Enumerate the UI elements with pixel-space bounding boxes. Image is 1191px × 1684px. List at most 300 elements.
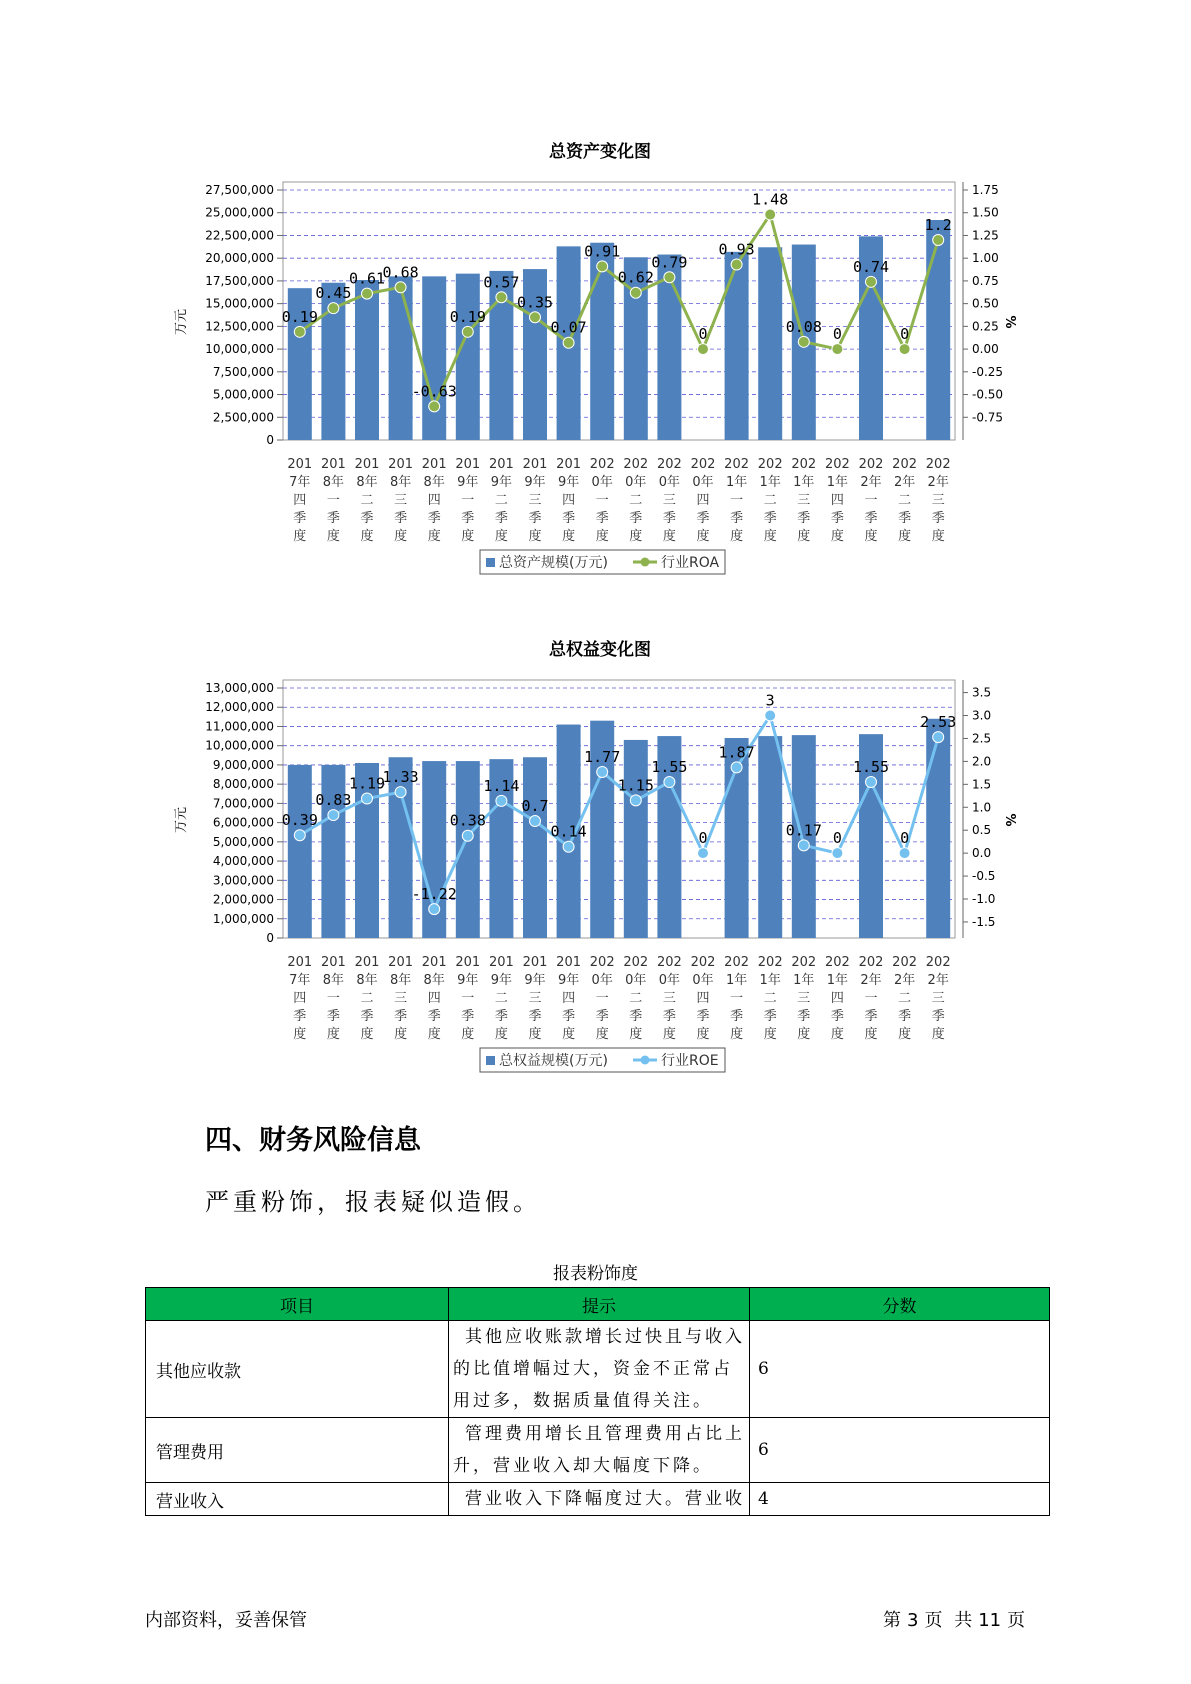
x-tick-line: 季 <box>797 1009 811 1024</box>
x-tick-line: 201 <box>320 457 346 472</box>
line-point <box>362 288 373 299</box>
x-tick-line: 度 <box>662 1027 676 1042</box>
x-tick-line: 季 <box>427 1009 441 1024</box>
x-tick-label <box>758 955 783 1042</box>
y-tick-label: 7,500,000 <box>212 364 274 379</box>
table-row <box>146 1418 1050 1483</box>
data-label: 0.57 <box>483 273 520 292</box>
x-tick-line: 2年 <box>860 973 882 988</box>
x-tick-label <box>825 955 850 1042</box>
x-tick-label <box>355 457 380 544</box>
table-row <box>146 1483 1050 1516</box>
header-item: 项目 <box>146 1288 449 1321</box>
x-tick-line: 度 <box>763 529 777 544</box>
line-point <box>294 830 305 841</box>
x-tick-line: 二 <box>494 493 508 508</box>
data-label: 2.53 <box>920 713 957 732</box>
y-tick-label: 0 <box>266 433 274 447</box>
data-label: 0 <box>900 829 910 848</box>
x-tick-line: 202 <box>690 955 716 970</box>
y-tick-label: 2,500,000 <box>212 410 274 425</box>
x-tick-line: 四 <box>427 991 441 1006</box>
data-label: 0.74 <box>852 257 890 276</box>
table-caption: 报表粉饰度 <box>553 1264 638 1284</box>
x-tick-line: 1年 <box>793 475 815 490</box>
x-tick-line: 202 <box>824 955 850 970</box>
header-score: 分数 <box>750 1288 1050 1321</box>
x-tick-line: 202 <box>724 955 750 970</box>
x-tick-line: 度 <box>763 1027 777 1042</box>
x-tick-label <box>355 955 380 1042</box>
cell-hint: 其他应收账款增长过快且与收入的比值增幅过大，资金不正常占用过多，数据质量值得关注。 <box>449 1321 750 1418</box>
x-tick-line: 201 <box>388 457 414 472</box>
line-point <box>630 795 641 806</box>
y2-tick-label: 0.00 <box>972 342 999 357</box>
data-label: 0.39 <box>281 811 318 830</box>
x-tick-line: 季 <box>293 1009 307 1024</box>
x-tick-line: 1年 <box>826 475 849 490</box>
data-label: -1.22 <box>411 885 457 904</box>
x-tick-line: 一 <box>461 991 475 1006</box>
x-tick-line: 202 <box>690 457 716 472</box>
x-tick-line: 9年 <box>490 475 513 490</box>
line-point <box>328 303 339 314</box>
x-tick-line: 季 <box>293 511 307 526</box>
line-point <box>530 816 541 827</box>
x-tick-line: 度 <box>662 529 676 544</box>
line-point <box>832 848 843 859</box>
x-tick-label <box>791 457 816 544</box>
x-tick-label <box>422 955 447 1042</box>
y-tick-label: 12,500,000 <box>205 319 274 334</box>
legend-line-label: 行业ROE <box>661 1053 719 1069</box>
x-tick-line: 度 <box>931 529 945 544</box>
x-tick-label <box>691 955 716 1042</box>
x-tick-label <box>859 955 884 1042</box>
data-label: 1.77 <box>584 747 621 766</box>
line-point <box>530 312 541 323</box>
x-tick-line: 201 <box>455 955 481 970</box>
x-tick-line: 201 <box>488 955 514 970</box>
x-tick-line: 2年 <box>893 475 916 490</box>
bar <box>523 757 547 938</box>
x-tick-line: 2年 <box>893 973 916 988</box>
x-tick-line: 202 <box>623 955 649 970</box>
x-tick-line: 季 <box>360 511 374 526</box>
x-tick-line: 季 <box>763 1009 777 1024</box>
x-tick-line: 201 <box>522 457 548 472</box>
x-tick-line: 二 <box>360 493 374 508</box>
bar <box>758 736 782 938</box>
legend-bar-swatch <box>486 1056 495 1065</box>
x-tick-line: 季 <box>931 511 945 526</box>
line-point <box>328 810 339 821</box>
x-tick-line: 度 <box>595 1027 609 1042</box>
x-tick-line: 季 <box>662 1009 676 1024</box>
y2-tick-label: 1.0 <box>972 800 992 815</box>
bar <box>355 280 379 440</box>
x-tick-line: 8年 <box>356 973 378 988</box>
x-tick-line: 季 <box>662 511 676 526</box>
y2-tick-label: -0.50 <box>972 387 1004 402</box>
x-tick-line: 度 <box>427 1027 441 1042</box>
y-axis-label: 万元 <box>174 806 189 834</box>
y-tick-label: 25,000,000 <box>205 205 274 220</box>
x-tick-line: 度 <box>360 529 374 544</box>
data-label: 1.55 <box>852 758 890 777</box>
x-tick-line: 度 <box>830 529 844 544</box>
cell-score: 6 <box>750 1418 1050 1483</box>
bar <box>725 252 749 440</box>
line-point <box>563 841 574 852</box>
x-tick-line: 1年 <box>759 973 781 988</box>
cell-hint: 营业收入下降幅度过大。营业收 <box>449 1483 750 1516</box>
line-point <box>765 209 776 220</box>
x-tick-line: 202 <box>656 955 682 970</box>
x-tick-line: 四 <box>830 991 844 1006</box>
line-point <box>899 848 910 859</box>
data-label: 0.35 <box>516 293 554 312</box>
x-tick-label <box>523 457 548 544</box>
x-tick-line: 202 <box>791 457 817 472</box>
x-tick-line: 7年 <box>289 973 311 988</box>
x-tick-line: 季 <box>830 1009 844 1024</box>
data-label: -0.63 <box>411 382 457 401</box>
x-tick-line: 0年 <box>625 973 647 988</box>
data-label: 0.38 <box>449 811 486 830</box>
y-tick-label: 4,000,000 <box>212 854 274 869</box>
line-point <box>933 235 944 246</box>
data-label: 0.91 <box>584 242 621 261</box>
y2-tick-label: -0.75 <box>972 410 1004 425</box>
x-tick-line: 度 <box>394 529 408 544</box>
line-point <box>294 326 305 337</box>
x-tick-line: 度 <box>898 529 912 544</box>
y-tick-label: 20,000,000 <box>205 251 274 266</box>
x-tick-line: 度 <box>797 1027 811 1042</box>
page-number: 3 <box>907 1610 919 1631</box>
x-tick-line: 度 <box>864 529 878 544</box>
x-tick-line: 度 <box>629 1027 643 1042</box>
data-label: 1.33 <box>382 768 419 787</box>
x-tick-line: 0年 <box>658 475 681 490</box>
data-label: 3 <box>765 691 775 710</box>
data-label: 0.93 <box>718 240 755 259</box>
x-tick-label <box>287 457 312 544</box>
x-tick-label <box>657 955 682 1042</box>
x-tick-line: 度 <box>562 529 576 544</box>
total-unit: 页 <box>1007 1610 1026 1631</box>
x-tick-line: 201 <box>354 955 380 970</box>
data-label: 1.19 <box>348 774 386 793</box>
y2-tick-label: -1.5 <box>972 914 996 929</box>
line-point <box>798 336 809 347</box>
y2-tick-label: 1.50 <box>972 205 999 220</box>
line-point <box>731 259 742 270</box>
y-tick-label: 3,000,000 <box>212 873 274 888</box>
legend-bar-swatch <box>486 558 495 567</box>
line-point <box>698 848 709 859</box>
x-tick-line: 201 <box>354 457 380 472</box>
bar <box>926 220 950 440</box>
x-tick-line: 201 <box>556 955 582 970</box>
x-tick-label <box>724 955 749 1042</box>
x-tick-line: 202 <box>589 955 615 970</box>
y2-axis-label: % <box>1002 315 1017 329</box>
y2-tick-label: 0.0 <box>972 846 992 861</box>
cell-score: 4 <box>750 1483 1050 1516</box>
y-tick-label: 22,500,000 <box>205 228 274 243</box>
y-tick-label: 2,000,000 <box>212 892 274 907</box>
line-point <box>698 344 709 355</box>
chart-title: 总资产变化图 <box>549 142 651 162</box>
x-tick-line: 四 <box>562 991 576 1006</box>
x-tick-line: 9年 <box>490 973 513 988</box>
x-tick-line: 度 <box>629 529 643 544</box>
x-tick-label <box>556 457 581 544</box>
y2-tick-label: 0.25 <box>972 319 999 334</box>
x-tick-line: 三 <box>528 991 542 1006</box>
x-tick-line: 三 <box>662 493 676 508</box>
cell-item: 管理费用 <box>146 1418 449 1483</box>
line-point <box>496 292 507 303</box>
x-tick-line: 2年 <box>927 973 949 988</box>
line-point <box>731 762 742 773</box>
x-tick-line: 一 <box>730 991 744 1006</box>
x-tick-line: 202 <box>623 457 649 472</box>
data-label: 0.19 <box>449 307 486 326</box>
whitewash-table <box>145 1287 1050 1516</box>
x-tick-line: 度 <box>326 529 340 544</box>
x-tick-line: 二 <box>629 991 643 1006</box>
bar <box>389 276 413 440</box>
x-tick-line: 度 <box>730 1027 744 1042</box>
x-tick-label <box>926 955 951 1042</box>
x-tick-label <box>892 955 917 1042</box>
x-tick-line: 四 <box>293 991 307 1006</box>
x-tick-line: 度 <box>797 529 811 544</box>
data-label: 0.7 <box>521 797 549 816</box>
data-label: 1.87 <box>718 743 755 762</box>
x-tick-line: 季 <box>528 511 542 526</box>
x-tick-line: 9年 <box>557 475 580 490</box>
x-tick-line: 二 <box>629 493 643 508</box>
x-tick-line: 0年 <box>591 475 613 490</box>
y-tick-label: 10,000,000 <box>205 342 274 357</box>
x-tick-line: 1年 <box>826 973 849 988</box>
x-tick-line: 季 <box>629 511 643 526</box>
y2-tick-label: 1.00 <box>972 251 999 266</box>
x-tick-line: 季 <box>931 1009 945 1024</box>
header-hint: 提示 <box>449 1288 750 1321</box>
x-tick-line: 季 <box>494 511 508 526</box>
x-tick-line: 8年 <box>322 973 345 988</box>
x-tick-line: 季 <box>562 1009 576 1024</box>
x-tick-label <box>590 955 615 1042</box>
section-summary: 严重粉饰，报表疑似造假。 <box>205 1188 541 1216</box>
x-tick-line: 季 <box>763 511 777 526</box>
x-tick-line: 季 <box>629 1009 643 1024</box>
y-tick-label: 6,000,000 <box>212 815 274 830</box>
data-label: 0.62 <box>617 268 654 287</box>
x-tick-line: 202 <box>757 457 783 472</box>
x-tick-line: 度 <box>461 529 475 544</box>
x-tick-line: 三 <box>528 493 542 508</box>
x-tick-line: 季 <box>360 1009 374 1024</box>
x-tick-line: 四 <box>696 991 710 1006</box>
x-tick-line: 三 <box>931 991 945 1006</box>
line-point <box>395 787 406 798</box>
line-point <box>832 344 843 355</box>
x-tick-label <box>287 955 312 1042</box>
x-tick-label <box>892 457 917 544</box>
y2-tick-label: 3.5 <box>972 685 992 700</box>
x-tick-line: 季 <box>830 511 844 526</box>
x-tick-line: 202 <box>791 955 817 970</box>
x-tick-label <box>556 955 581 1042</box>
y-tick-label: 5,000,000 <box>212 387 274 402</box>
x-tick-line: 四 <box>830 493 844 508</box>
y2-tick-label: 0.5 <box>972 823 992 838</box>
x-tick-line: 201 <box>556 457 582 472</box>
table-row <box>146 1321 1050 1418</box>
total-pages: 11 <box>978 1610 1002 1631</box>
x-tick-line: 8年 <box>322 475 345 490</box>
legend-bar-label: 总资产规模(万元) <box>499 555 608 571</box>
data-label: 0 <box>832 829 842 848</box>
x-tick-line: 9年 <box>457 973 479 988</box>
x-tick-line: 季 <box>730 1009 744 1024</box>
x-tick-line: 201 <box>287 955 313 970</box>
x-tick-line: 度 <box>898 1027 912 1042</box>
x-tick-line: 一 <box>864 991 878 1006</box>
x-tick-label <box>657 457 682 544</box>
x-tick-label <box>455 955 480 1042</box>
x-tick-line: 0年 <box>658 973 681 988</box>
line-point <box>429 904 440 915</box>
bar <box>758 247 782 440</box>
x-tick-label <box>590 457 615 544</box>
x-tick-line: 度 <box>696 529 710 544</box>
x-tick-line: 三 <box>797 493 811 508</box>
cell-hint: 管理费用增长且管理费用占比上升，营业收入却大幅度下降。 <box>449 1418 750 1483</box>
line-point <box>866 777 877 788</box>
line-point <box>933 732 944 743</box>
x-tick-label <box>489 955 514 1042</box>
x-tick-line: 1年 <box>725 973 748 988</box>
x-tick-line: 202 <box>925 457 951 472</box>
x-tick-line: 季 <box>797 511 811 526</box>
total-equity-chart <box>0 628 1191 1098</box>
data-label: 1.48 <box>752 190 789 209</box>
x-tick-line: 9年 <box>557 973 580 988</box>
x-tick-line: 201 <box>287 457 313 472</box>
y2-tick-label: 2.5 <box>972 731 992 746</box>
x-tick-line: 202 <box>925 955 951 970</box>
data-label: 1.55 <box>651 758 688 777</box>
x-tick-line: 度 <box>394 1027 408 1042</box>
data-label: 0.83 <box>315 791 352 810</box>
plot-border <box>283 182 955 440</box>
page-unit: 页 <box>924 1610 943 1631</box>
x-tick-label <box>825 457 850 544</box>
y-tick-label: 9,000,000 <box>212 757 274 772</box>
x-tick-line: 度 <box>562 1027 576 1042</box>
x-tick-line: 度 <box>461 1027 475 1042</box>
y2-tick-label: 1.75 <box>972 183 999 197</box>
y-tick-label: 1,000,000 <box>212 911 274 926</box>
data-label: 1.14 <box>483 776 520 795</box>
x-tick-label <box>321 955 346 1042</box>
data-label: 0 <box>832 325 842 344</box>
x-tick-line: 0年 <box>625 475 647 490</box>
total-prefix: 共 <box>954 1610 973 1631</box>
x-tick-line: 季 <box>326 511 340 526</box>
x-tick-line: 7年 <box>289 475 311 490</box>
x-tick-label <box>623 955 648 1042</box>
x-tick-line: 二 <box>763 991 777 1006</box>
line-point <box>563 337 574 348</box>
y2-tick-label: -0.25 <box>972 364 1004 379</box>
x-tick-line: 季 <box>898 511 912 526</box>
x-tick-line: 度 <box>528 529 542 544</box>
line-point <box>362 793 373 804</box>
data-label: 1.2 <box>924 216 952 234</box>
data-label: 0 <box>698 325 708 344</box>
y-tick-label: 12,000,000 <box>205 700 274 715</box>
y-axis-label: 万元 <box>174 308 189 336</box>
x-tick-label <box>388 457 413 544</box>
data-label: 1.15 <box>617 776 654 795</box>
y-tick-label: 17,500,000 <box>205 273 274 288</box>
x-tick-line: 度 <box>360 1027 374 1042</box>
y2-tick-label: 1.5 <box>972 777 992 792</box>
x-tick-label <box>791 955 816 1042</box>
data-label: 0.08 <box>785 317 822 336</box>
x-tick-line: 1年 <box>759 475 781 490</box>
x-tick-line: 201 <box>522 955 548 970</box>
y2-tick-label: 0.50 <box>972 296 999 311</box>
x-tick-label <box>388 955 413 1042</box>
line-point <box>798 840 809 851</box>
x-tick-line: 201 <box>421 457 447 472</box>
cell-item: 营业收入 <box>146 1483 449 1516</box>
line-point <box>462 326 473 337</box>
x-tick-line: 二 <box>898 991 912 1006</box>
x-tick-line: 度 <box>326 1027 340 1042</box>
x-tick-line: 四 <box>293 493 307 508</box>
total-assets-chart <box>0 130 1191 600</box>
x-tick-line: 度 <box>696 1027 710 1042</box>
y2-tick-label: 0.75 <box>972 273 999 288</box>
x-tick-line: 四 <box>696 493 710 508</box>
y-tick-label: 11,000,000 <box>205 719 274 734</box>
x-tick-line: 8年 <box>356 475 378 490</box>
y2-axis-label: % <box>1002 813 1017 827</box>
x-tick-line: 季 <box>864 511 878 526</box>
x-tick-line: 三 <box>394 991 408 1006</box>
y-tick-label: 27,500,000 <box>205 183 274 197</box>
x-tick-line: 度 <box>494 529 508 544</box>
x-tick-line: 9年 <box>524 475 546 490</box>
x-tick-line: 度 <box>864 1027 878 1042</box>
y-tick-label: 5,000,000 <box>212 834 274 849</box>
x-tick-line: 四 <box>562 493 576 508</box>
x-tick-line: 1年 <box>793 973 815 988</box>
x-tick-line: 202 <box>892 457 918 472</box>
y-tick-label: 15,000,000 <box>205 296 274 311</box>
x-tick-label <box>926 457 951 544</box>
